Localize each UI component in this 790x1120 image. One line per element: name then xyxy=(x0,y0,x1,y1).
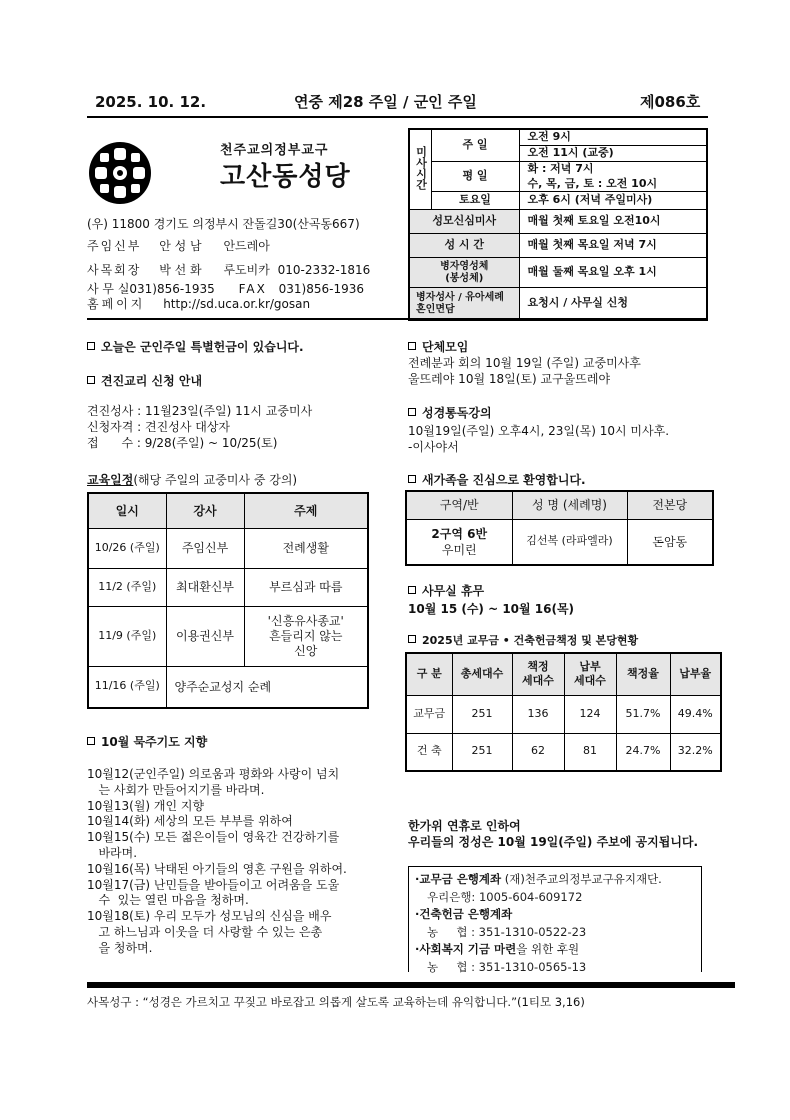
dues-cell: 교무금 xyxy=(406,695,452,733)
education-schedule-heading xyxy=(87,472,297,488)
checkbox-bullet-icon xyxy=(87,342,95,350)
pastor-baptismal: 안드레아 xyxy=(223,239,270,253)
council-baptismal: 루도비카 xyxy=(223,263,270,277)
dues-cell: 62 xyxy=(512,733,564,771)
table-row xyxy=(406,695,721,733)
newcomer-prev-parish: 돈암동 xyxy=(627,519,713,565)
sacrament-info: 요청시 / 사무실 신청 xyxy=(519,288,707,320)
edu-teacher: 주임신부 xyxy=(166,528,244,568)
issue-number: 제086호 xyxy=(640,93,701,111)
edu-date: 11/16 (주일) xyxy=(88,666,166,708)
checkbox-bullet-icon xyxy=(87,376,95,384)
council-name: 박 선 화 xyxy=(159,263,202,277)
newcomer-header-name: 성 명 (세례명) xyxy=(512,491,627,519)
rosary-line: 10월18(토) 우리 모두가 성모님의 신심을 배우 xyxy=(87,909,332,924)
bank-accounts-box xyxy=(408,866,702,972)
office-label: 사 무 실 xyxy=(87,282,130,296)
weekday-label: 평 일 xyxy=(431,161,519,192)
table-row xyxy=(88,568,368,606)
mass-side-label: 미사시간 xyxy=(409,129,431,210)
newcomer-area-line: 2구역 6반 xyxy=(431,526,488,541)
parish-address: (우) 11800 경기도 의정부시 잔돌길30(산곡동667) xyxy=(87,217,360,231)
checkbox-bullet-icon xyxy=(408,586,416,594)
weekday-mass-1: 화 : 저녁 7시 xyxy=(519,161,707,176)
dues-cell: 49.4% xyxy=(670,695,721,733)
rosary-line: 10월13(월) 개인 지향 xyxy=(87,798,205,813)
holiday-notice-2: 우리들의 정성은 10월 19일(주일) 주보에 공지됩니다. xyxy=(408,835,699,849)
confirmation-title: 견진교리 신청 안내 xyxy=(87,373,202,389)
council-label: 사목회장 xyxy=(87,263,142,277)
table-row xyxy=(88,528,368,568)
rosary-line: 수 있는 열린 마음을 청하며. xyxy=(87,893,249,908)
bank-3-account: 농 협 : 351-1310-0565-13 xyxy=(427,959,587,974)
office-closed-title: 사무실 휴무 xyxy=(408,583,484,599)
homepage-label: 홈페이지 xyxy=(87,297,146,311)
checkbox-bullet-icon xyxy=(408,635,416,643)
rosary-title: 10월 묵주기도 지향 xyxy=(87,734,207,750)
education-title: 교육일정 xyxy=(87,473,134,487)
newcomer-area-line: 우미린 xyxy=(441,542,477,557)
dues-header-total: 총세대수 xyxy=(452,653,512,695)
rosary-line: 10월14(화) 세상의 모든 부부를 위하여 xyxy=(87,814,293,829)
header-rule xyxy=(87,116,708,118)
saturday-label: 토요일 xyxy=(431,192,519,210)
council-phone: 010-2332-1816 xyxy=(277,263,371,277)
office-closed-dates: 10월 15 (수) ~ 10월 16(목) xyxy=(408,602,575,616)
holy-hour-label: 성 시 간 xyxy=(409,234,519,258)
confirmation-registration: 접 수 : 9/28(주일) ~ 10/25(토) xyxy=(87,436,278,450)
weekday-mass-2: 수, 목, 금, 토 : 오전 10시 xyxy=(519,177,707,192)
table-row xyxy=(406,519,713,565)
bible-lecture-book: -이사야서 xyxy=(408,440,459,454)
rosary-line: 고 하느님과 이웃을 더 사랑할 수 있는 은총 xyxy=(87,924,323,939)
bible-lecture-title: 성경통독강의 xyxy=(408,405,492,421)
dues-cell: 32.2% xyxy=(670,733,721,771)
newcomer-header-prev: 전본당 xyxy=(627,491,713,519)
dues-cell: 124 xyxy=(564,695,616,733)
footer-rule xyxy=(87,982,735,988)
bible-lecture-time: 10월19일(주일) 오후4시, 23일(목) 10시 미사후. xyxy=(408,424,670,438)
dues-header-line: 책정 xyxy=(527,660,549,674)
edu-topic-line: 흔들리지 않는 xyxy=(269,628,343,643)
homepage-line xyxy=(87,296,310,312)
confirmation-details xyxy=(87,403,312,451)
edu-header-topic: 주제 xyxy=(244,493,368,528)
rosary-line: 을 청하며. xyxy=(87,940,153,955)
rosary-intentions xyxy=(87,767,347,957)
dues-cell: 24.7% xyxy=(616,733,670,771)
dues-header-line: 납부 xyxy=(579,660,601,674)
newcomer-name: 김선복 (라파엘라) xyxy=(512,519,627,565)
dues-cell: 251 xyxy=(452,695,512,733)
ultreya-meeting: 울뜨레야 10월 18일(토) 교구울뜨레야 xyxy=(408,372,611,386)
checkbox-bullet-icon xyxy=(87,737,95,745)
dues-title: 2025년 교무금 • 건축헌금책정 및 본당현황 xyxy=(408,634,638,649)
sick-communion-label-2: (봉성체) xyxy=(445,272,484,284)
parish-logo-icon xyxy=(88,141,152,205)
dues-header-assessed-rate: 책정율 xyxy=(616,653,670,695)
sacrament-label xyxy=(409,288,519,320)
dues-cell: 건 축 xyxy=(406,733,452,771)
checkbox-bullet-icon xyxy=(408,342,416,350)
sick-communion-label-1: 병자영성체 xyxy=(440,260,489,272)
edu-teacher: 최대환신부 xyxy=(166,568,244,606)
newcomer-title: 새가족을 진심으로 환영합니다. xyxy=(408,472,586,488)
dues-cell: 136 xyxy=(512,695,564,733)
sunday-label: 주 일 xyxy=(431,129,519,161)
group-meetings-title: 단체모임 xyxy=(408,339,468,355)
homepage-url[interactable]: http://sd.uca.or.kr/gosan xyxy=(163,297,311,311)
dues-header-paid xyxy=(564,653,616,695)
edu-date: 11/2 (주일) xyxy=(88,568,166,606)
holiday-notice-1: 한가위 연휴로 인하여 xyxy=(408,819,521,833)
edu-header-teacher: 강사 xyxy=(166,493,244,528)
dues-header-category: 구 분 xyxy=(406,653,452,695)
dues-cell: 81 xyxy=(564,733,616,771)
sacrament-label-1: 병자성사 / 유아세례 xyxy=(416,291,504,303)
pastor-name: 안 성 남 xyxy=(159,239,202,253)
sick-communion-label xyxy=(409,258,519,288)
bulletin-title: 연중 제28 주일 / 군인 주일 xyxy=(294,93,477,111)
info-rule xyxy=(87,318,708,320)
holy-hour-time: 매월 첫째 목요일 저녁 7시 xyxy=(519,234,707,258)
office-line xyxy=(87,281,364,297)
newcomer-table xyxy=(405,490,714,566)
dues-header-paid-rate: 납부율 xyxy=(670,653,721,695)
dues-table xyxy=(405,652,722,772)
mass-schedule-table xyxy=(408,128,708,321)
bank-1-account: 우리은행: 1005-604-609172 xyxy=(427,889,583,904)
bank-1-line: ·교무금 은행계좌 (재)천주교의정부교구유지재단. xyxy=(415,872,662,886)
office-phone: 031)856-1935 xyxy=(129,282,215,296)
group-meetings xyxy=(408,355,641,387)
rosary-line: 바라며. xyxy=(87,845,138,860)
confirmation-date: 견진성사 : 11월23일(주일) 11시 교중미사 xyxy=(87,404,313,418)
marian-mass-label: 성모신심미사 xyxy=(409,210,519,234)
edu-date: 10/26 (주일) xyxy=(88,528,166,568)
edu-topic-line: 신앙 xyxy=(294,643,318,658)
council-line xyxy=(87,262,370,278)
pastor-line xyxy=(87,238,270,254)
special-collection-notice: 오늘은 군인주일 특별헌금이 있습니다. xyxy=(87,339,304,355)
table-row xyxy=(88,666,368,708)
rosary-line: 는 사회가 만들어지기를 바라며. xyxy=(87,782,265,797)
rosary-line: 10월17(금) 난민들을 받아들이고 어려움을 도울 xyxy=(87,877,340,892)
pastor-label: 주임신부 xyxy=(87,239,142,253)
rosary-line: 10월15(수) 모든 젊은이들이 영육간 건강하기를 xyxy=(87,830,340,845)
fax-label: FAX xyxy=(238,282,267,296)
checkbox-bullet-icon xyxy=(408,408,416,416)
bible-lecture xyxy=(408,423,669,455)
edu-header-date: 일시 xyxy=(88,493,166,528)
bank-3-line: ·사회복지 기금 마련을 위한 후원 xyxy=(415,942,580,956)
bank-2-account: 농 협 : 351-1310-0522-23 xyxy=(427,924,587,939)
dues-header-line: 세대수 xyxy=(522,674,554,688)
dues-cell: 251 xyxy=(452,733,512,771)
edu-teacher: 이용권신부 xyxy=(166,606,244,666)
sick-communion-time: 매월 둘째 목요일 오후 1시 xyxy=(519,258,707,288)
edu-topic xyxy=(244,606,368,666)
education-table xyxy=(87,492,369,709)
table-row xyxy=(406,733,721,771)
liturgy-meeting: 전례분과 회의 10월 19일 (주일) 교중미사후 xyxy=(408,356,641,370)
edu-topic-line: '신흥유사종교' xyxy=(267,613,344,628)
sunday-mass-2: 오전 11시 (교중) xyxy=(519,145,707,161)
edu-topic: 부르심과 따름 xyxy=(244,568,368,606)
dues-header-assessed xyxy=(512,653,564,695)
rosary-line: 10월16(목) 낙태된 아기들의 영혼 구원을 위하여. xyxy=(87,861,347,876)
marian-mass-time: 매월 첫째 토요일 오전10시 xyxy=(519,210,707,234)
edu-topic: 전례생활 xyxy=(244,528,368,568)
confirmation-eligibility: 신청자격 : 견진성사 대상자 xyxy=(87,420,230,434)
pastoral-motto: 사목성구 : “성경은 가르치고 꾸짖고 바로잡고 의롭게 살도록 교육하는데 유익합니다.”(1티모 3,16) xyxy=(87,995,585,1009)
sunday-mass-1: 오전 9시 xyxy=(519,129,707,145)
bulletin-date: 2025. 10. 12. xyxy=(95,93,207,111)
edu-pilgrimage: 양주순교성지 순례 xyxy=(166,666,368,708)
dues-header-line: 세대수 xyxy=(574,674,606,688)
newcomer-area xyxy=(406,519,512,565)
checkbox-bullet-icon xyxy=(408,475,416,483)
edu-date: 11/9 (주일) xyxy=(88,606,166,666)
rosary-line: 10월12(군인주일) 의로움과 평화와 사랑이 넘치 xyxy=(87,767,340,781)
diocese-name: 천주교의정부교구 xyxy=(220,143,329,158)
saturday-mass: 오후 6시 (저녁 주일미사) xyxy=(519,192,707,210)
education-subtitle: (해당 주일의 교중미사 중 강의) xyxy=(133,473,298,487)
table-row xyxy=(88,606,368,666)
bank-2-line: ·건축헌금 은행계좌 xyxy=(415,907,513,921)
fax-number: 031)856-1936 xyxy=(278,282,365,296)
newcomer-header-area: 구역/반 xyxy=(406,491,512,519)
parish-name: 고산동성당 xyxy=(220,162,351,192)
sacrament-label-2: 혼인면담 xyxy=(416,303,455,315)
dues-cell: 51.7% xyxy=(616,695,670,733)
